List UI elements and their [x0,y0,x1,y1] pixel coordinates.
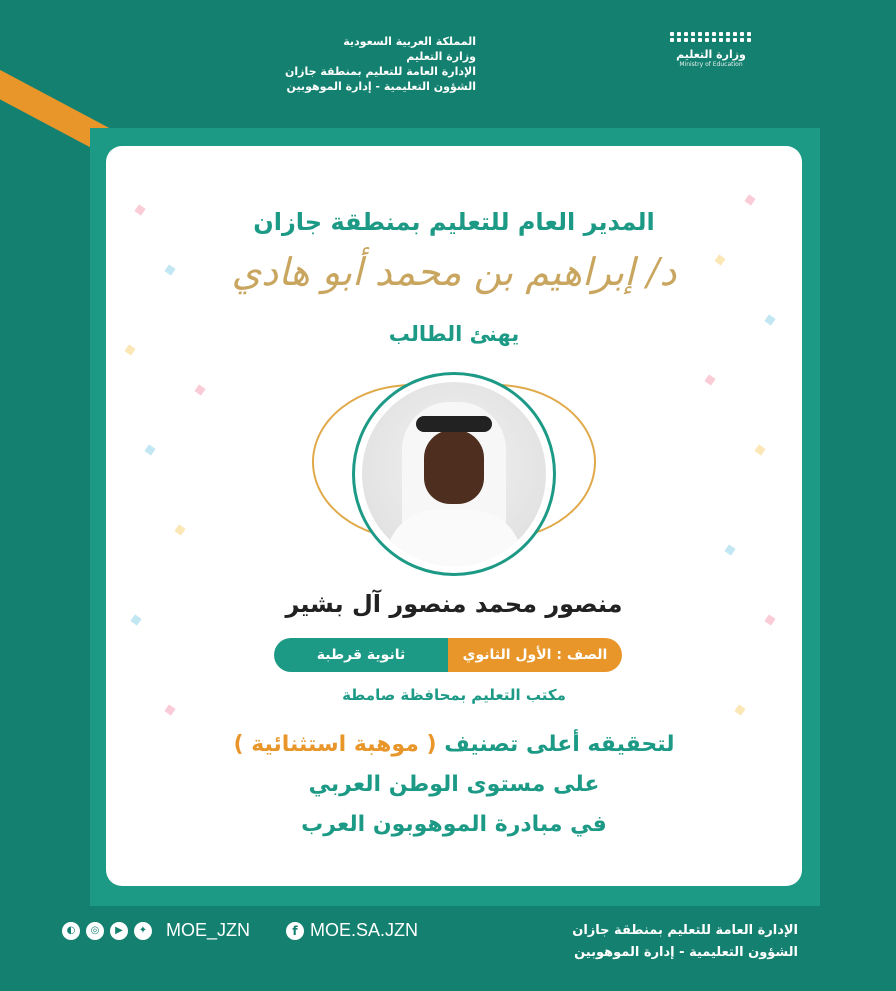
snapchat-icon[interactable]: ◐ [62,922,80,940]
youtube-icon[interactable]: ▶ [110,922,128,940]
gov-line: المملكة العربية السعودية [343,35,476,48]
director-title: المدير العام للتعليم بمنطقة جازان [253,208,655,236]
twitter-icon[interactable]: ✦ [134,922,152,940]
web-handle[interactable]: MOE.SA.JZN [310,920,419,940]
instagram-icon[interactable]: ◎ [86,922,104,940]
student-name: منصور محمد منصور آل بشير [285,590,623,618]
gov-line: وزارة التعليم [406,50,476,63]
facebook-link [286,920,418,941]
footer-org [572,920,798,964]
gov-line: الشؤون التعليمية - إدارة الموهوبين [286,80,476,93]
government-lines [196,34,476,94]
social-links [62,920,250,941]
info-pill [274,638,622,672]
facebook-icon[interactable]: f [286,922,304,940]
certificate-card [106,146,802,886]
header [0,30,896,120]
footer [0,912,896,991]
footer-org-line-1: الإدارة العامة للتعليم بمنطقة جازان [572,923,798,938]
education-office: مكتب التعليم بمحافظة صامطة [342,686,566,704]
ministry-logo [666,32,756,68]
achievement-line-2: على مستوى الوطن العربي [308,772,600,797]
ministry-dots-icon [666,32,756,42]
achievement-prefix: لتحقيقه أعلى تصنيف [444,732,675,757]
achievement-highlight: ( موهبة استثنائية ) [233,732,437,757]
social-handle[interactable]: MOE_JZN [166,920,251,940]
grade-label: الصف : الأول الثانوي [448,638,622,672]
ministry-name-ar: وزارة التعليم [676,48,746,61]
achievement-line-1 [106,732,802,757]
congrats-label: يهنئ الطالب [388,322,520,346]
achievement-line-3: في مبادرة الموهوبون العرب [301,812,607,837]
student-photo [362,382,546,566]
school-label: ثانوية قرطبة [274,638,448,672]
ministry-name-en: Ministry of Education [679,61,743,68]
footer-org-line-2: الشؤون التعليمية - إدارة الموهوبين [574,945,798,960]
gov-line: الإدارة العامة للتعليم بمنطقة جازان [284,65,476,78]
director-signature: د/ إبراهيم بن محمد أبو هادي [231,250,677,294]
